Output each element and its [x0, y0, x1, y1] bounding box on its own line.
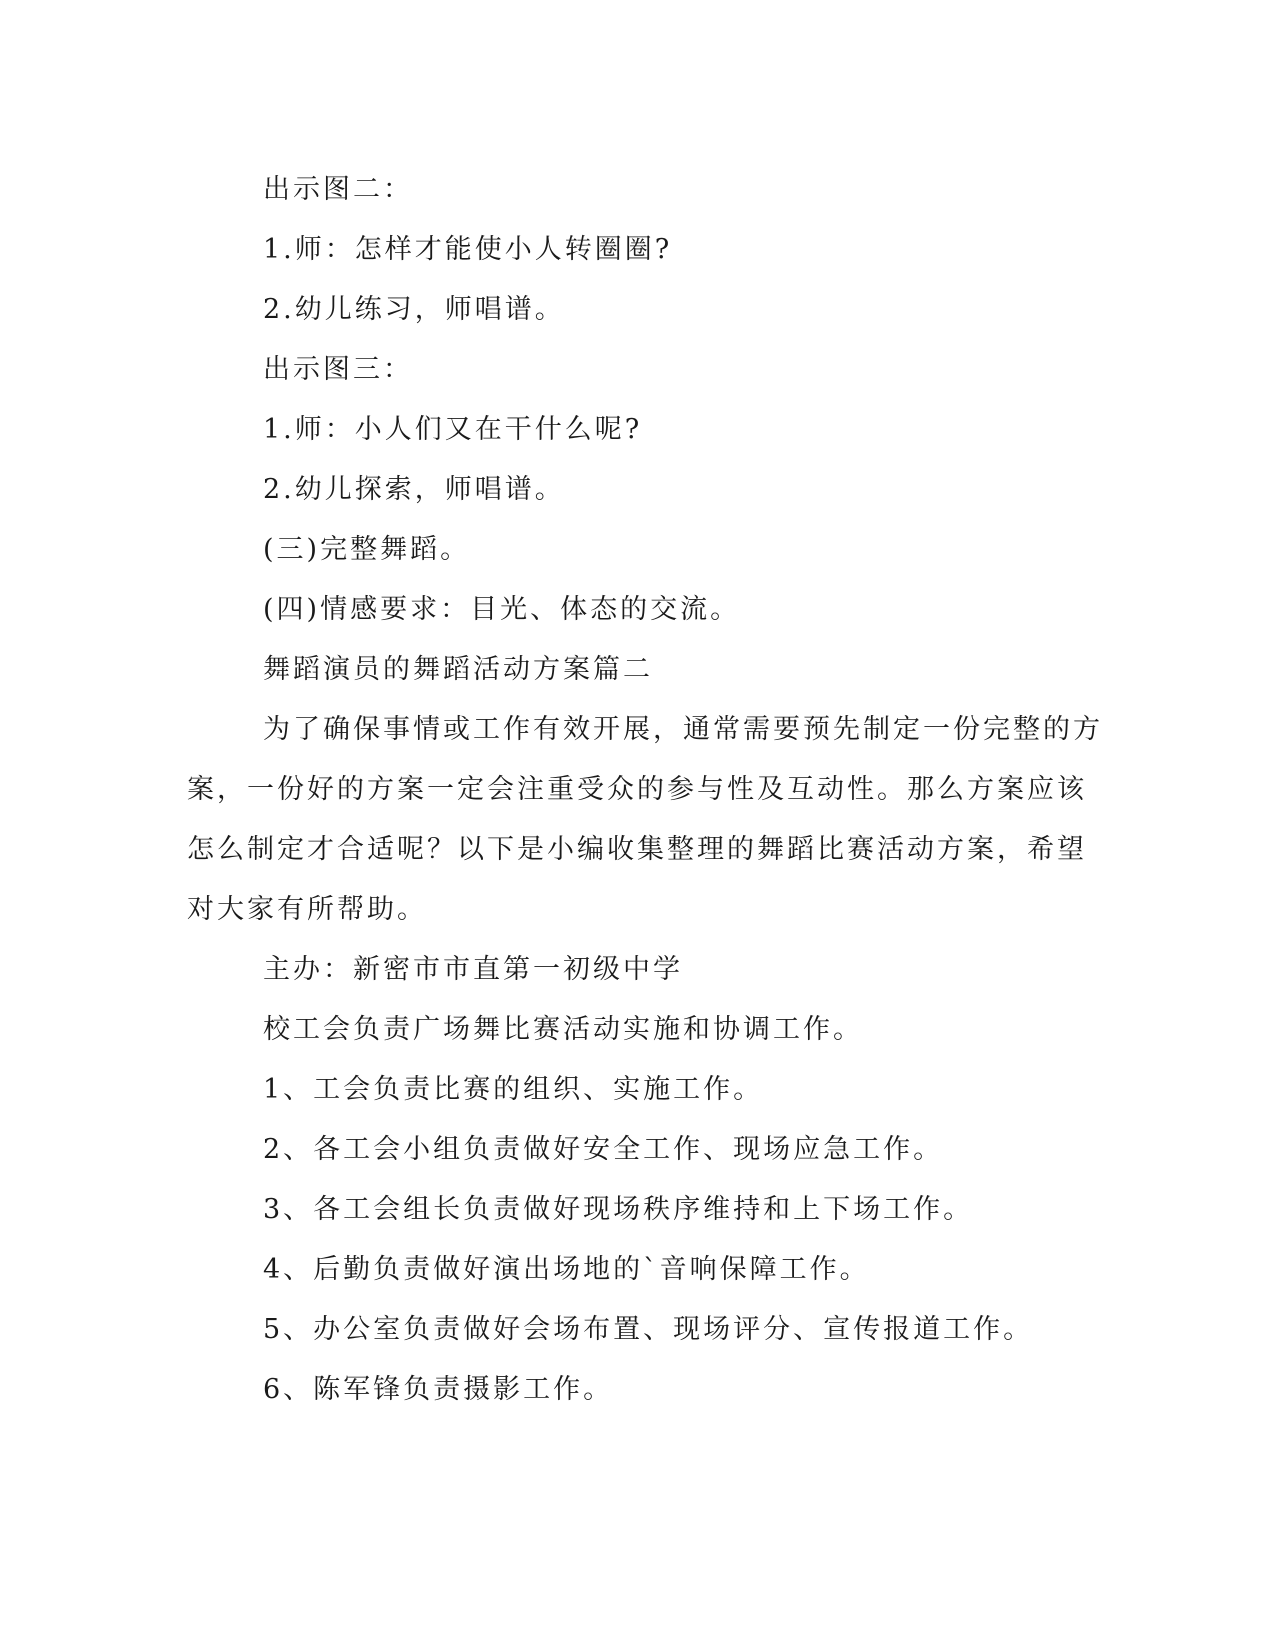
- line-union-responsibility: 校工会负责广场舞比赛活动实施和协调工作。: [263, 1014, 863, 1045]
- line-show-figure-3: 出示图三：: [263, 354, 413, 385]
- line-section-4: (四)情感要求：目光、体态的交流。: [263, 594, 741, 625]
- line-section-3: (三)完整舞蹈。: [263, 534, 471, 565]
- line-show-figure-2: 出示图二：: [263, 174, 413, 205]
- paragraph-line-4: 对大家有所帮助。: [187, 894, 427, 925]
- line-organizer: 主办：新密市市直第一初级中学: [263, 954, 683, 985]
- line-step-2b: 2.幼儿探索，师唱谱。: [263, 474, 565, 505]
- list-item-2: 2、各工会小组负责做好安全工作、现场应急工作。: [263, 1134, 944, 1165]
- paragraph-line-1: 为了确保事情或工作有效开展，通常需要预先制定一份完整的方: [263, 714, 1103, 745]
- line-step-1b: 1.师：小人们又在干什么呢?: [263, 414, 643, 445]
- section-heading: 舞蹈演员的舞蹈活动方案篇二: [263, 654, 653, 685]
- paragraph-line-3: 怎么制定才合适呢？以下是小编收集整理的舞蹈比赛活动方案，希望: [187, 834, 1087, 865]
- list-item-1: 1、工会负责比赛的组织、实施工作。: [263, 1074, 764, 1105]
- list-item-3: 3、各工会组长负责做好现场秩序维持和上下场工作。: [263, 1194, 974, 1225]
- line-step-1: 1.师：怎样才能使小人转圈圈?: [263, 234, 673, 265]
- line-step-2: 2.幼儿练习，师唱谱。: [263, 294, 565, 325]
- list-item-6: 6、陈军锋负责摄影工作。: [263, 1374, 614, 1405]
- paragraph-line-2: 案，一份好的方案一定会注重受众的参与性及互动性。那么方案应该: [187, 774, 1087, 805]
- list-item-5: 5、办公室负责做好会场布置、现场评分、宣传报道工作。: [263, 1314, 1034, 1345]
- list-item-4: 4、后勤负责做好演出场地的`音响保障工作。: [263, 1254, 870, 1285]
